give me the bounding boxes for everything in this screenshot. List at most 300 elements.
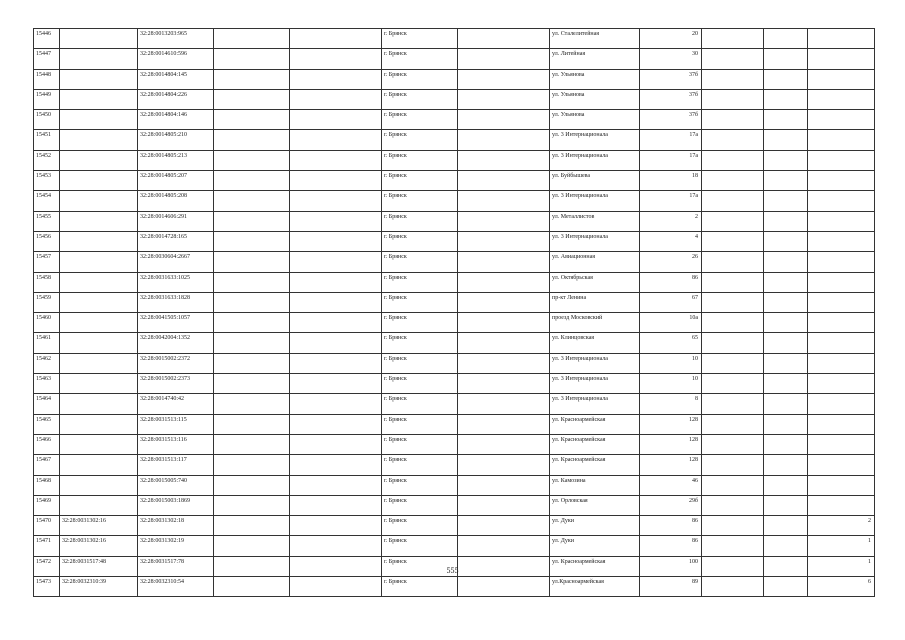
table-cell	[214, 577, 290, 597]
table-cell	[702, 49, 764, 69]
table-row	[34, 374, 875, 394]
table-cell	[60, 211, 138, 231]
table-cell	[764, 110, 808, 130]
table-cell	[290, 231, 382, 251]
table-cell: г. Брянск	[382, 150, 458, 170]
table-cell: 15447	[34, 49, 60, 69]
table-cell: 32:28:0031513:116	[138, 434, 214, 454]
table-cell	[214, 29, 290, 49]
table-cell	[214, 252, 290, 272]
table-cell	[214, 414, 290, 434]
table-cell: 17а	[640, 150, 702, 170]
table-cell: ул. 3 Интернационала	[550, 231, 640, 251]
table-cell	[214, 272, 290, 292]
table-cell	[764, 69, 808, 89]
table-cell: г. Брянск	[382, 211, 458, 231]
table-cell	[702, 577, 764, 597]
table-cell: г. Брянск	[382, 475, 458, 495]
table-cell	[458, 231, 550, 251]
table-cell: 15466	[34, 434, 60, 454]
table-cell	[214, 495, 290, 515]
table-cell	[290, 516, 382, 536]
table-cell: 32:28:0031302:16	[60, 536, 138, 556]
table-cell: 17а	[640, 191, 702, 211]
table-cell: 32:28:0014804:146	[138, 110, 214, 130]
table-cell: г. Брянск	[382, 434, 458, 454]
table-cell	[764, 434, 808, 454]
table-cell	[290, 333, 382, 353]
table-cell: 32:28:0042004:1352	[138, 333, 214, 353]
table-cell	[808, 29, 875, 49]
table-cell: г. Брянск	[382, 313, 458, 333]
table-cell: г. Брянск	[382, 556, 458, 576]
table-cell	[290, 171, 382, 191]
table-cell	[60, 49, 138, 69]
table-cell	[808, 495, 875, 515]
table-cell	[808, 333, 875, 353]
table-cell: 32:28:0015003:1869	[138, 495, 214, 515]
table-cell	[808, 150, 875, 170]
table-cell: г. Брянск	[382, 516, 458, 536]
table-cell	[702, 29, 764, 49]
table-cell	[702, 414, 764, 434]
table-cell	[290, 89, 382, 109]
table-cell: г. Брянск	[382, 231, 458, 251]
table-cell	[290, 353, 382, 373]
table-cell: 15464	[34, 394, 60, 414]
table-cell	[458, 211, 550, 231]
table-cell: 2	[808, 516, 875, 536]
table-cell: 1	[808, 536, 875, 556]
table-row	[34, 110, 875, 130]
table-cell: ул. 3 Интернационала	[550, 374, 640, 394]
table-cell	[60, 394, 138, 414]
table-cell: г. Брянск	[382, 272, 458, 292]
table-cell	[764, 353, 808, 373]
table-cell	[702, 272, 764, 292]
table-cell	[214, 191, 290, 211]
table-cell: 10а	[640, 313, 702, 333]
table-cell: 15450	[34, 110, 60, 130]
table-cell: г. Брянск	[382, 191, 458, 211]
table-cell: 32:28:0031302:18	[138, 516, 214, 536]
table-cell: 10	[640, 353, 702, 373]
table-row	[34, 333, 875, 353]
table-cell	[214, 333, 290, 353]
table-cell	[808, 434, 875, 454]
table-cell: 15469	[34, 495, 60, 515]
table-cell	[764, 130, 808, 150]
table-cell	[458, 110, 550, 130]
table-cell: 32:28:0015002:2373	[138, 374, 214, 394]
table-cell	[290, 49, 382, 69]
table-cell	[808, 353, 875, 373]
table-cell: 128	[640, 434, 702, 454]
table-cell: г. Брянск	[382, 374, 458, 394]
table-cell	[808, 414, 875, 434]
table-cell	[290, 272, 382, 292]
table-cell: 32:28:0014740:42	[138, 394, 214, 414]
table-cell: 128	[640, 455, 702, 475]
table-cell: ул. Красноармейская	[550, 434, 640, 454]
table-cell	[808, 292, 875, 312]
table-cell: 32:28:0031633:1828	[138, 292, 214, 312]
table-cell: 15461	[34, 333, 60, 353]
table-cell	[290, 374, 382, 394]
table-cell	[458, 374, 550, 394]
table-cell: ул. 3 Интернационала	[550, 130, 640, 150]
table-row	[34, 272, 875, 292]
table-body	[34, 29, 875, 597]
table-cell: г. Брянск	[382, 49, 458, 69]
table-cell: 15453	[34, 171, 60, 191]
table-cell: проезд Московский	[550, 313, 640, 333]
table-cell	[290, 110, 382, 130]
table-cell	[290, 394, 382, 414]
table-cell: 46	[640, 475, 702, 495]
table-cell	[764, 49, 808, 69]
table-cell: 32:28:0031517:78	[138, 556, 214, 576]
table-cell	[60, 495, 138, 515]
table-cell: г. Брянск	[382, 394, 458, 414]
table-cell: 32:28:0031633:1025	[138, 272, 214, 292]
table-cell: 15463	[34, 374, 60, 394]
table-cell	[60, 191, 138, 211]
table-cell: ул. 3 Интернационала	[550, 394, 640, 414]
table-cell: 32:28:0014606:291	[138, 211, 214, 231]
table-cell	[290, 150, 382, 170]
table-cell: 1	[808, 556, 875, 576]
table-cell: 15446	[34, 29, 60, 49]
table-cell	[458, 171, 550, 191]
table-cell: 86	[640, 536, 702, 556]
table-cell	[702, 231, 764, 251]
table-cell: 100	[640, 556, 702, 576]
table-cell: 15454	[34, 191, 60, 211]
table-cell: 15470	[34, 516, 60, 536]
table-row	[34, 434, 875, 454]
table-cell: 4	[640, 231, 702, 251]
table-cell: 32:28:0030604:2667	[138, 252, 214, 272]
table-cell	[764, 29, 808, 49]
table-cell	[702, 171, 764, 191]
table-cell: 18	[640, 171, 702, 191]
table-row	[34, 29, 875, 49]
table-cell	[702, 394, 764, 414]
table-cell: 15456	[34, 231, 60, 251]
table-cell: 32:28:0031302:19	[138, 536, 214, 556]
table-cell	[60, 434, 138, 454]
table-row	[34, 252, 875, 272]
table-cell: 32:28:0014804:226	[138, 89, 214, 109]
table-cell	[60, 455, 138, 475]
table-cell	[808, 374, 875, 394]
table-cell	[214, 130, 290, 150]
table-cell	[764, 150, 808, 170]
table-cell	[290, 292, 382, 312]
table-cell	[458, 69, 550, 89]
table-cell: г. Брянск	[382, 353, 458, 373]
table-cell	[764, 394, 808, 414]
table-cell: г. Брянск	[382, 130, 458, 150]
table-cell	[458, 89, 550, 109]
table-cell	[214, 455, 290, 475]
table-cell: 37б	[640, 89, 702, 109]
table-cell	[214, 150, 290, 170]
table-cell	[808, 89, 875, 109]
table-cell: 32:28:0031302:16	[60, 516, 138, 536]
table-cell	[290, 414, 382, 434]
table-row	[34, 536, 875, 556]
table-cell	[764, 313, 808, 333]
table-cell: 32:28:0014728:165	[138, 231, 214, 251]
table-cell	[764, 272, 808, 292]
table-cell	[764, 171, 808, 191]
table-cell	[214, 353, 290, 373]
table-cell: ул. 3 Интернационала	[550, 353, 640, 373]
table-cell: г. Брянск	[382, 171, 458, 191]
table-cell	[214, 49, 290, 69]
table-cell: ул. Ульянова	[550, 69, 640, 89]
table-cell	[60, 353, 138, 373]
table-cell	[458, 130, 550, 150]
table-cell	[290, 475, 382, 495]
table-cell	[702, 536, 764, 556]
table-cell: 32:28:0031513:117	[138, 455, 214, 475]
table-cell: 32:28:0032310:54	[138, 577, 214, 597]
table-cell	[290, 191, 382, 211]
table-cell	[764, 495, 808, 515]
table-row	[34, 475, 875, 495]
table-cell	[458, 333, 550, 353]
table-cell: 32:28:0014805:207	[138, 171, 214, 191]
table-cell	[702, 150, 764, 170]
table-cell: 15457	[34, 252, 60, 272]
table-cell: ул. Орловская	[550, 495, 640, 515]
table-cell: 32:28:0031517:48	[60, 556, 138, 576]
table-cell: г. Брянск	[382, 536, 458, 556]
table-cell: 15448	[34, 69, 60, 89]
table-cell	[702, 89, 764, 109]
table-cell: ул. Октябрьская	[550, 272, 640, 292]
table-cell	[290, 69, 382, 89]
table-cell: 32:28:0032310:39	[60, 577, 138, 597]
table-cell	[290, 434, 382, 454]
table-row	[34, 455, 875, 475]
table-cell: ул. Авиационная	[550, 252, 640, 272]
table-cell	[764, 374, 808, 394]
table-cell	[808, 272, 875, 292]
table-cell: 15452	[34, 150, 60, 170]
table-cell: г. Брянск	[382, 292, 458, 312]
table-cell: 32:28:0014804:145	[138, 69, 214, 89]
table-cell	[458, 455, 550, 475]
table-cell	[214, 69, 290, 89]
table-row	[34, 495, 875, 515]
table-cell: 32:28:0014805:210	[138, 130, 214, 150]
table-cell	[702, 516, 764, 536]
table-cell: 29б	[640, 495, 702, 515]
table-cell	[808, 475, 875, 495]
table-cell	[702, 130, 764, 150]
table-cell	[60, 272, 138, 292]
table-cell	[60, 110, 138, 130]
table-cell: 2	[640, 211, 702, 231]
table-cell	[808, 211, 875, 231]
table-cell: ул. Сталелитейная	[550, 29, 640, 49]
table-cell	[764, 231, 808, 251]
table-cell: ул. 3 Интернационала	[550, 191, 640, 211]
table-cell: 15468	[34, 475, 60, 495]
table-cell	[290, 577, 382, 597]
table-cell: г. Брянск	[382, 414, 458, 434]
table-cell: 67	[640, 292, 702, 312]
table-cell	[702, 475, 764, 495]
table-cell	[458, 292, 550, 312]
table-cell	[290, 29, 382, 49]
table-cell: 32:28:0015002:2372	[138, 353, 214, 373]
table-cell	[458, 516, 550, 536]
table-cell	[60, 374, 138, 394]
table-cell: 15458	[34, 272, 60, 292]
table-cell: ул. 3 Интернационала	[550, 150, 640, 170]
table-cell: ул. Литейная	[550, 49, 640, 69]
table-row	[34, 414, 875, 434]
table-cell	[290, 313, 382, 333]
table-cell: 86	[640, 272, 702, 292]
table-cell	[60, 292, 138, 312]
table-cell	[290, 536, 382, 556]
table-cell	[458, 49, 550, 69]
table-cell	[458, 434, 550, 454]
table-row	[34, 69, 875, 89]
table-row	[34, 171, 875, 191]
table-row	[34, 150, 875, 170]
table-cell	[458, 191, 550, 211]
table-cell: ул. Красноармейская	[550, 414, 640, 434]
table-cell: 89	[640, 577, 702, 597]
table-cell	[808, 49, 875, 69]
table-cell: 15460	[34, 313, 60, 333]
table-cell	[702, 313, 764, 333]
registry-table	[33, 28, 875, 597]
table-cell	[764, 577, 808, 597]
table-cell: 26	[640, 252, 702, 272]
table-row	[34, 353, 875, 373]
table-cell	[764, 475, 808, 495]
table-cell	[290, 455, 382, 475]
table-cell	[214, 231, 290, 251]
table-cell: 32:28:0014805:213	[138, 150, 214, 170]
table-cell: 32:28:0014610:596	[138, 49, 214, 69]
table-row	[34, 89, 875, 109]
table-cell	[808, 69, 875, 89]
table-cell	[702, 69, 764, 89]
table-cell	[458, 353, 550, 373]
table-cell	[702, 110, 764, 130]
table-cell	[808, 313, 875, 333]
table-cell	[458, 150, 550, 170]
table-cell	[290, 495, 382, 515]
table-cell	[764, 89, 808, 109]
table-cell	[808, 130, 875, 150]
table-cell	[764, 211, 808, 231]
table-cell: 30	[640, 49, 702, 69]
table-cell	[458, 475, 550, 495]
table-cell: ул. Клинцовская	[550, 333, 640, 353]
table-cell	[702, 495, 764, 515]
table-cell	[764, 516, 808, 536]
table-row	[34, 394, 875, 414]
table-cell	[60, 171, 138, 191]
table-cell: 8	[640, 394, 702, 414]
table-cell: 15459	[34, 292, 60, 312]
table-cell	[808, 191, 875, 211]
table-cell	[764, 455, 808, 475]
table-cell: ул. Дуки	[550, 536, 640, 556]
table-cell	[808, 252, 875, 272]
table-cell	[458, 414, 550, 434]
table-cell: 15472	[34, 556, 60, 576]
table-cell: ул. Буйбышева	[550, 171, 640, 191]
table-row	[34, 516, 875, 536]
table-cell	[458, 536, 550, 556]
table-cell: 17а	[640, 130, 702, 150]
table-cell: ул. Красноармейская	[550, 556, 640, 576]
page-number: 555	[446, 566, 459, 575]
table-cell: г. Брянск	[382, 252, 458, 272]
table-cell: 15451	[34, 130, 60, 150]
table-cell	[458, 495, 550, 515]
table-cell	[214, 394, 290, 414]
table-cell	[60, 475, 138, 495]
table-cell: 37б	[640, 110, 702, 130]
table-cell	[214, 536, 290, 556]
table-cell	[60, 29, 138, 49]
table-cell	[60, 252, 138, 272]
table-cell: 20	[640, 29, 702, 49]
table-cell: ул.Красноармейская	[550, 577, 640, 597]
table-cell: 32:28:0013203:965	[138, 29, 214, 49]
table-cell: 65	[640, 333, 702, 353]
table-row	[34, 231, 875, 251]
table-cell: ул. Металлистов	[550, 211, 640, 231]
table-cell: 32:28:0014805:208	[138, 191, 214, 211]
table-cell	[702, 191, 764, 211]
table-cell	[458, 577, 550, 597]
table-row	[34, 313, 875, 333]
table-cell	[764, 333, 808, 353]
table-cell: г. Брянск	[382, 495, 458, 515]
table-cell: 86	[640, 516, 702, 536]
table-cell: 15471	[34, 536, 60, 556]
table-cell: 15467	[34, 455, 60, 475]
table-cell	[764, 536, 808, 556]
table-cell	[214, 110, 290, 130]
table-row	[34, 211, 875, 231]
table-cell	[764, 292, 808, 312]
table-cell	[808, 231, 875, 251]
table-cell: ул. Красноармейская	[550, 455, 640, 475]
table-cell: г. Брянск	[382, 110, 458, 130]
table-cell	[808, 394, 875, 414]
table-cell: г. Брянск	[382, 577, 458, 597]
table-cell	[290, 252, 382, 272]
table-cell: 15465	[34, 414, 60, 434]
table-cell	[290, 211, 382, 231]
table-cell: 128	[640, 414, 702, 434]
table-cell	[458, 29, 550, 49]
